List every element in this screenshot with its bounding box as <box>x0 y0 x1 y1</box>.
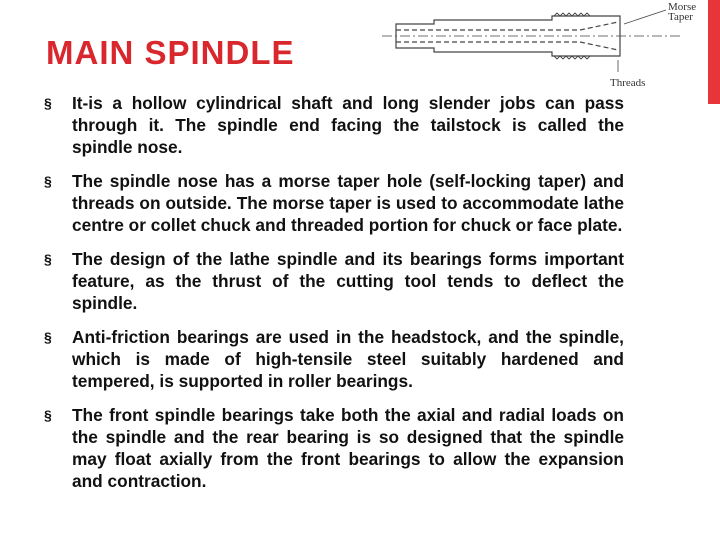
bullet-item <box>44 170 624 236</box>
bullet-text: Anti-friction bearings are used in the headstock, and the spindle, which is made of high-tensile steel suitably hardened and tempered, is supported in roller bearings. <box>72 327 624 391</box>
bullet-text: The front spindle bearings take both the axial and radial loads on the spindle and the rear bearing is so designed that the spindle may float axially from the front bearings to allow the expansion and contraction. <box>72 405 624 491</box>
spindle-diagram-drawing <box>382 0 708 94</box>
slide-title: MAIN SPINDLE <box>46 34 295 71</box>
bullet-marker-icon: § <box>44 173 52 189</box>
bullet-item <box>44 404 624 492</box>
bullet-item <box>44 92 624 158</box>
bullet-item <box>44 248 624 314</box>
bullet-list <box>44 92 624 504</box>
bullet-marker-icon: § <box>44 251 52 267</box>
diagram-label-taper: Taper <box>668 11 693 23</box>
bullet-marker-icon: § <box>44 407 52 423</box>
bullet-text: The design of the lathe spindle and its bearings forms important feature, as the thrust of the cutting tool tends to deflect the spindle. <box>72 249 624 313</box>
diagram-label-morse: Morse <box>668 1 697 13</box>
bullet-item <box>44 326 624 392</box>
bullet-text: The spindle nose has a morse taper hole (self-locking taper) and threads on outside. The morse taper is used to accommodate lathe centre or collet chuck and threaded portion for chuck or face plate. <box>72 171 624 235</box>
spindle-diagram <box>382 0 708 94</box>
bullet-marker-icon: § <box>44 329 52 345</box>
bullet-text: It-is a hollow cylindrical shaft and long slender jobs can pass through it. The spindle end facing the tailstock is called the spindle nose. <box>72 93 624 157</box>
accent-bar <box>708 0 720 104</box>
bullet-marker-icon: § <box>44 95 52 111</box>
diagram-label-threads: Threads <box>610 77 646 89</box>
